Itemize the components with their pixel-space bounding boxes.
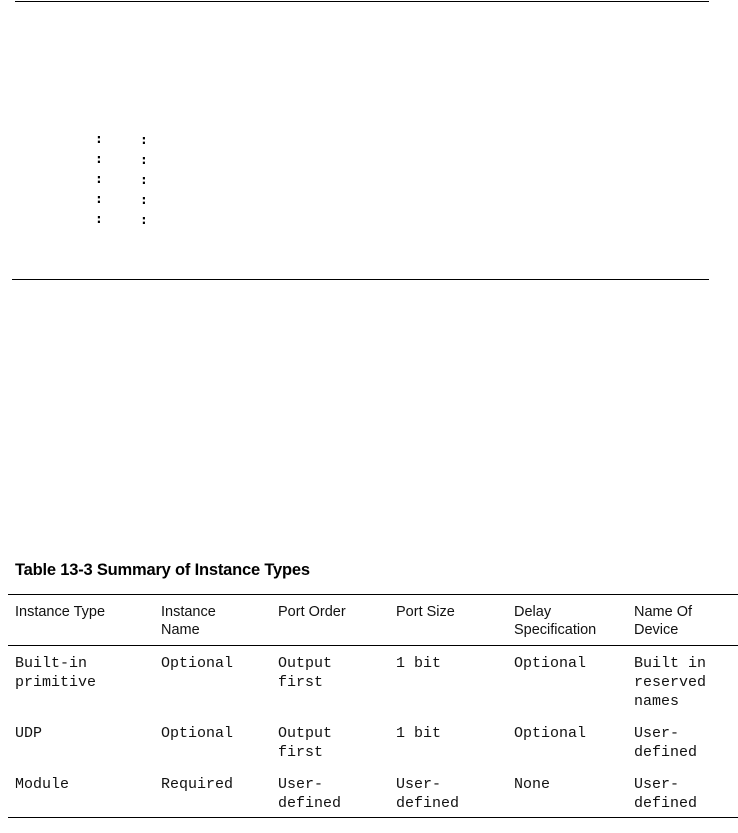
cell-delay-specification: Optional — [514, 655, 587, 672]
cell-name-of-device: Built in reserved names — [634, 655, 707, 710]
cell-port-size: 1 bit — [396, 655, 442, 672]
ellipsis-right: : — [140, 213, 148, 228]
cell-port-size: 1 bit — [396, 725, 442, 742]
header-delay-specification: Delay Specification — [514, 604, 597, 638]
table-header-row — [8, 595, 738, 646]
instance-types-table — [8, 594, 738, 818]
code-top-rule — [15, 1, 709, 2]
code-bottom-rule — [12, 279, 709, 280]
table-row — [8, 767, 738, 818]
cell-delay-specification: Optional — [514, 725, 587, 742]
table-row — [8, 716, 738, 767]
table-row — [8, 646, 738, 717]
cell-instance-name: Required — [161, 776, 234, 793]
cell-delay-specification: None — [514, 776, 551, 793]
ellipsis-right: : — [140, 153, 148, 168]
cell-instance-name: Optional — [161, 655, 234, 672]
ellipsis-right: : — [140, 133, 148, 148]
header-instance-type: Instance Type — [15, 604, 106, 620]
header-port-order: Port Order — [278, 604, 346, 620]
cell-instance-name: Optional — [161, 725, 234, 742]
cell-port-order: Output first — [278, 725, 333, 761]
ellipsis-left: : — [95, 132, 103, 147]
cell-name-of-device: User- defined — [634, 725, 698, 761]
cell-instance-type: Module — [15, 776, 70, 793]
table-caption: Table 13-3 Summary of Instance Types — [15, 561, 310, 579]
header-name-of-device: Name Of Device — [634, 604, 693, 638]
cell-instance-type: UDP — [15, 725, 43, 742]
ellipsis-left: : — [95, 172, 103, 187]
ellipsis-left: : — [95, 212, 103, 227]
cell-port-order: Output first — [278, 655, 333, 691]
ellipsis-right: : — [140, 193, 148, 208]
cell-port-size: User- defined — [396, 776, 460, 812]
cell-port-order: User- defined — [278, 776, 342, 812]
header-instance-name: Instance Name — [161, 604, 216, 638]
cell-instance-type: Built-in primitive — [15, 655, 97, 691]
ellipsis-right: : — [140, 173, 148, 188]
ellipsis-left: : — [95, 192, 103, 207]
header-port-size: Port Size — [396, 604, 455, 620]
cell-name-of-device: User- defined — [634, 776, 698, 812]
ellipsis-left: : — [95, 152, 103, 167]
